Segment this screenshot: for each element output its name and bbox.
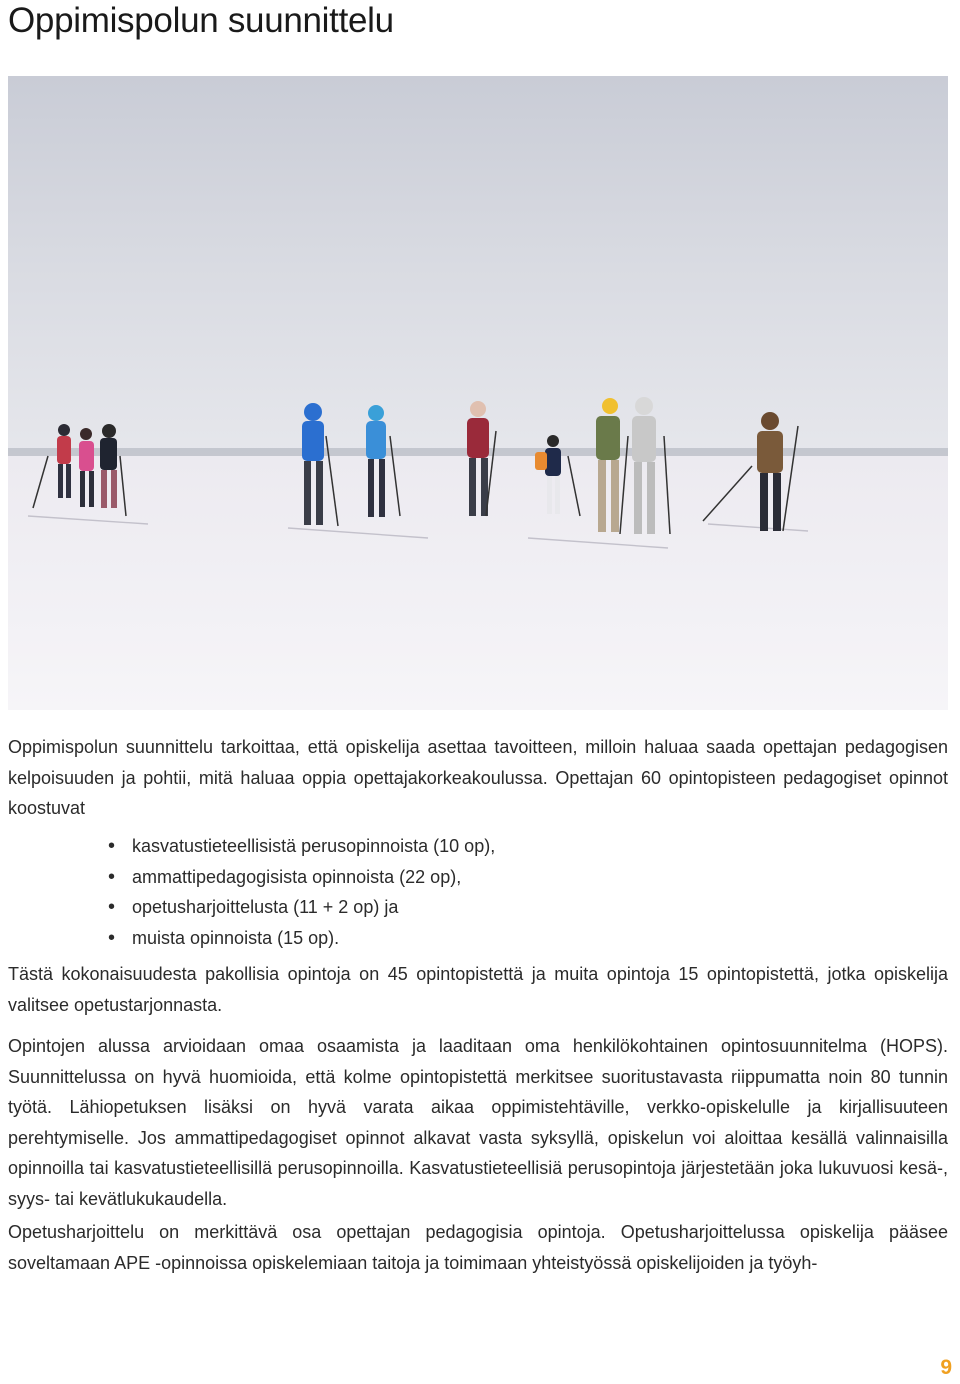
list-item: • ammattipedagogisista opinnoista (22 op),: [108, 862, 495, 893]
list-item: • kasvatustieteellisistä perusopinnoista (10 op),: [108, 831, 495, 862]
skiers-on-ice-image: [8, 76, 948, 710]
intro-paragraph: [8, 732, 948, 824]
studies-list: [108, 831, 495, 953]
teaching-practice-paragraph: [8, 1217, 948, 1278]
mandatory-studies-paragraph: [8, 959, 948, 1020]
skiers-photo: [8, 76, 948, 710]
page-number: 9: [940, 1356, 952, 1379]
paragraph-text: Opintojen alussa arvioidaan omaa osaamista ja laaditaan oma henkilökohtainen opintosuunnitelma (HOPS). Suunnittelussa on hyvä huomioida, että kolme opintopistettä merkitsee suoritustavasta riippumatta noin 80 tunnin työtä. Lähiopetuksen lisäksi on hyvä varata aikaa oppimistehtäville, verkko-opiskelulle ja kirjallisuuteen perehtymiselle. Jos ammattipedagogiset opinnot alkavat vasta syksyllä, opiskelun voi aloittaa kesällä valinnaisilla opinnoilla tai kasvatustieteellisillä perusopinnoilla. Kasvatustieteellisiä perusopintoja järjestetään joka lukuvuosi kesä-, syys- tai kevätlukukaudella.: [8, 1036, 948, 1209]
paragraph-text: Tästä kokonaisuudesta pakollisia opintoja on 45 opintopistettä ja muita opintoja 15 opintopistettä, jotka opiskelija valitsee opetustarjonnasta.: [8, 964, 948, 1015]
paragraph-text: Oppimispolun suunnittelu tarkoittaa, että opiskelija asettaa tavoitteen, milloin haluaa saada opettajan pedagogisen kelpoisuuden ja pohtii, mitä haluaa oppia opettajakorkeakoulussa. Opettajan 60 opintopisteen pedagogiset opinnot koostuvat: [8, 737, 948, 818]
list-item: • opetusharjoittelusta (11 + 2 op) ja: [108, 892, 495, 923]
page-title: Oppimispolun suunnittelu: [8, 1, 394, 40]
paragraph-text: Opetusharjoittelu on merkittävä osa opettajan pedagogisia opintoja. Opetusharjoittelussa opiskelija pääsee soveltamaan APE -opinnoissa opiskelemiaan taitoja ja toimimaan yhteistyössä opiskelijoiden ja työyh-: [8, 1222, 948, 1273]
list-item: • muista opinnoista (15 op).: [108, 923, 495, 954]
hops-paragraph: [8, 1031, 948, 1214]
